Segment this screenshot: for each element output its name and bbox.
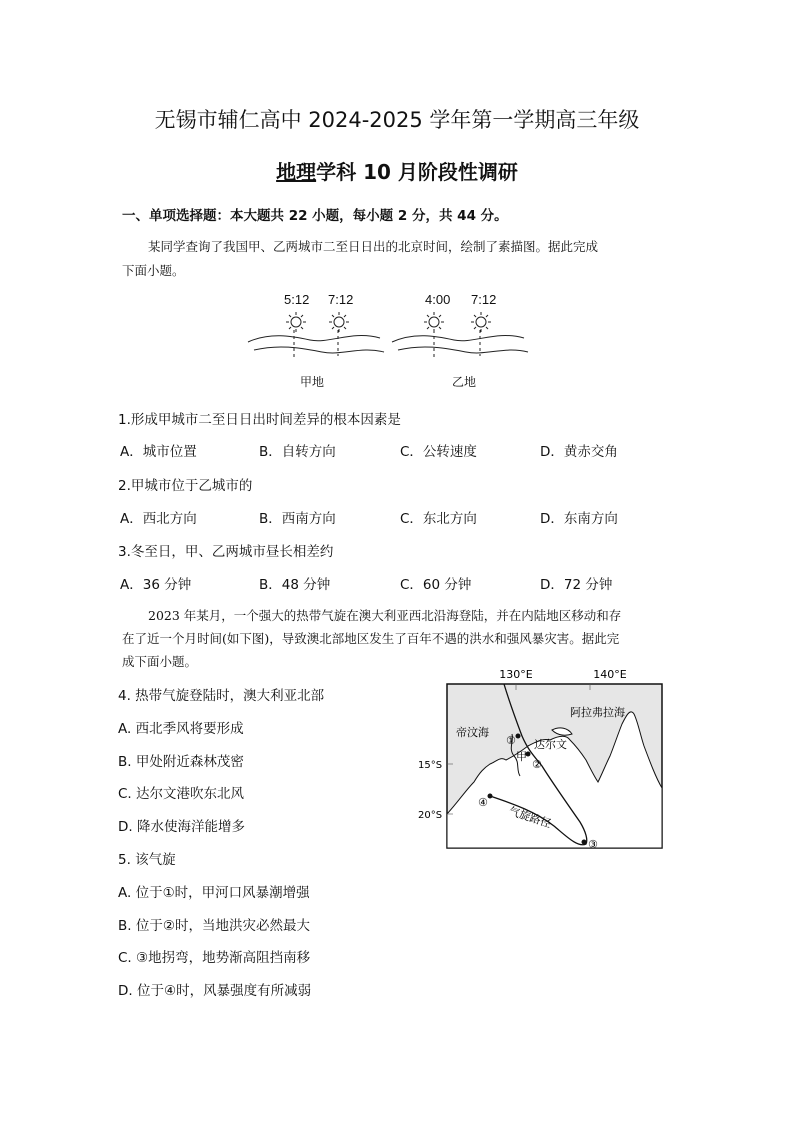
q4-option-a: A. 西北季风将要形成 [118,721,244,737]
yi-time1: 4:00 [425,292,451,307]
horizon-line [248,335,380,342]
q5-option-c: C. ③地拐弯，地势渐高阻挡南移 [118,950,311,966]
horizon-line [254,347,384,353]
q3-option-c: C．60 分钟 [400,577,472,593]
q5-option-a: A. 位于①时，甲河口风暴潮增强 [118,885,310,901]
yi-label: 乙地 [452,375,477,389]
q1-option-d: D．黄赤交角 [540,444,618,460]
q2-option-c: C．东北方向 [400,511,477,527]
darwin-label: 达尔文 [534,738,567,751]
point-4-label: ④ [478,796,488,809]
q4-option-b: B. 甲处附近森林茂密 [118,754,244,770]
q3-option-d: D．72 分钟 [540,577,613,593]
cyclone-path-label: 气旋路径 [507,804,553,831]
q5-option-d: D. 位于④时，风暴强度有所减弱 [118,983,312,999]
yi-time2: 7:12 [471,292,497,307]
point-2-label: ② [532,758,542,771]
q2-option-b: B．西南方向 [259,511,336,527]
q3-option-a: A．36 分钟 [120,577,192,593]
path-point-3 [582,840,587,845]
cyclone-map [410,664,670,854]
intro1-line2: 下面小题。 [122,263,185,278]
lat-20-label: 20°S [418,810,443,821]
q3-option-b: B．48 分钟 [259,577,331,593]
q2-option-a: A．西北方向 [120,511,197,527]
lon-130-label: 130°E [499,668,533,681]
river-jia-label: 甲 [516,750,527,763]
sun-icon [329,312,349,332]
sun-icon [424,312,444,332]
intro2-line3: 成下面小题。 [122,654,198,669]
q1-option-c: C．公转速度 [400,444,477,460]
point-1-label: ① [506,734,516,747]
lon-140-label: 140°E [593,668,627,681]
jia-time1: 5:12 [284,292,310,307]
horizon-line [392,335,524,342]
q2-option-d: D．东南方向 [540,511,618,527]
intro1-line1: 某同学查询了我国甲、乙两城市二至日日出的北京时间，绘制了素描图。据此完成 [148,239,599,254]
q2-stem: 2.甲城市位于乙城市的 [118,478,253,494]
intro2-line1: 2023 年某月，一个强大的热带气旋在澳大利亚西北沿海登陆，并在内陆地区移动和存 [148,608,622,623]
jia-time2: 7:12 [328,292,354,307]
q3-stem: 3.冬至日，甲、乙两城市昼长相差约 [118,544,334,560]
subtitle-rest: 学科 10 月阶段性调研 [316,160,518,184]
horizon-line [398,347,528,353]
point-3-label: ③ [588,838,598,851]
q1-option-b: B．自转方向 [259,444,336,460]
lat-15-label: 15°S [418,760,443,771]
exam-subtitle [0,156,794,185]
path-point-1 [516,734,521,739]
q5-option-b: B. 位于②时，当地洪灾必然最大 [118,918,310,934]
q1-stem: 1.形成甲城市二至日日出时间差异的根本因素是 [118,412,401,428]
q4-option-d: D. 降水使海洋能增多 [118,819,245,835]
q4-option-c: C. 达尔文港吹东北风 [118,786,245,802]
section-heading: 一、单项选择题：本大题共 22 小题，每小题 2 分，共 44 分。 [122,208,508,224]
intro2-line2: 在了近一个月时间(如下图)，导致澳北部地区发生了百年不遇的洪水和强风暴灾害。据此完 [122,631,620,646]
timor-sea-label: 帝汶海 [456,726,489,739]
sun-icon [286,312,306,332]
jia-label: 甲地 [300,375,325,389]
exam-title: 无锡市辅仁高中 2024-2025 学年第一学期高三年级 [154,108,640,132]
q1-option-a: A．城市位置 [120,444,197,460]
subject-underlined: 地理 [276,160,317,184]
sunrise-sketch [240,308,540,370]
q4-stem: 4. 热带气旋登陆时，澳大利亚北部 [118,688,325,704]
path-point-4 [488,794,493,799]
arafura-sea-label: 阿拉弗拉海 [570,706,625,719]
sun-icon [471,312,491,332]
q5-stem: 5. 该气旋 [118,852,176,868]
